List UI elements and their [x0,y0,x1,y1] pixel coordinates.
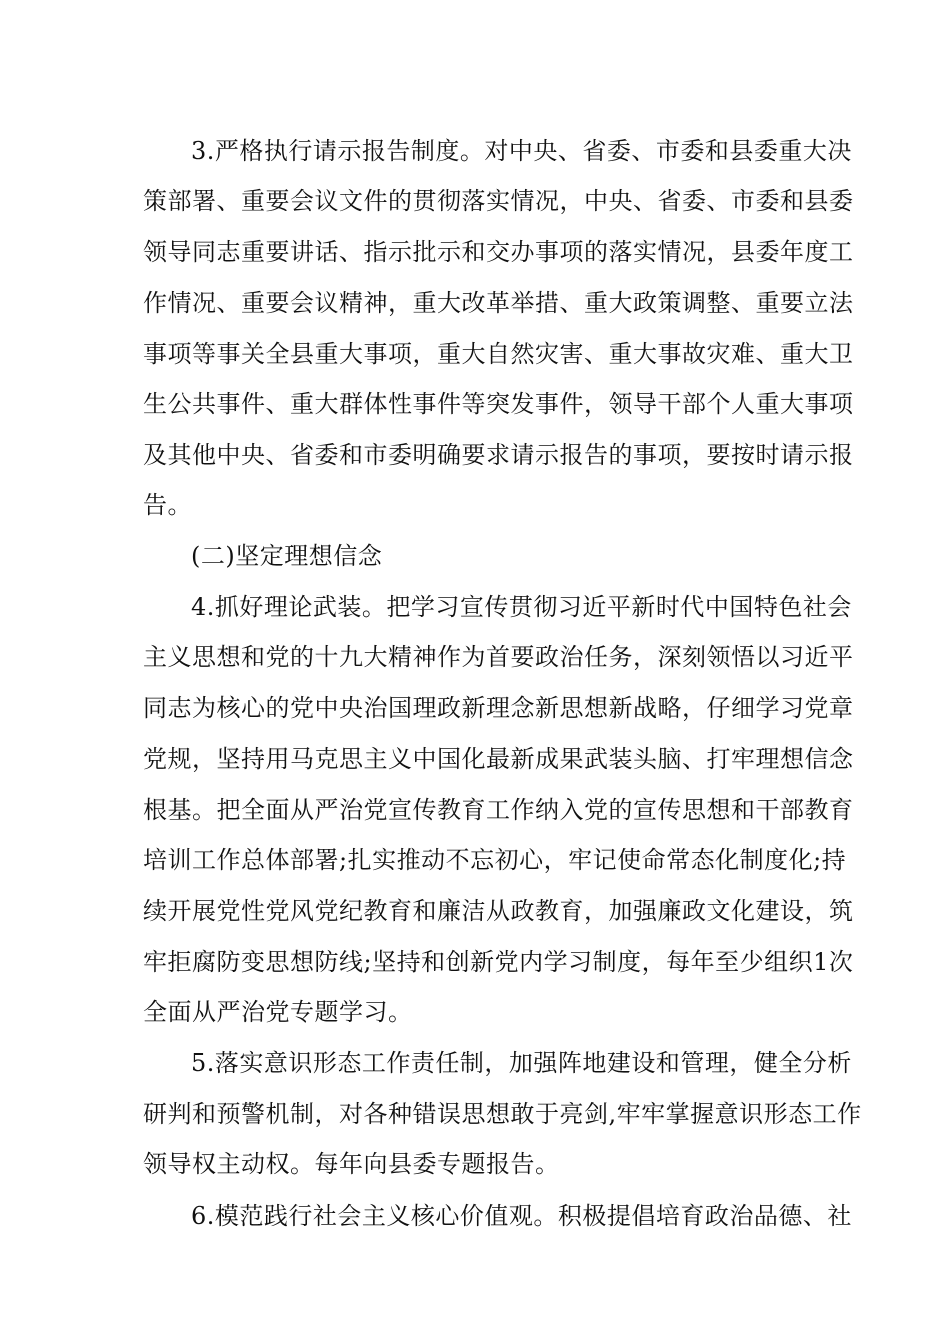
text-line: 作情况、重要会议精神，重大改革举措、重大政策调整、重要立法 [143,289,854,317]
text-line: 领导权主动权。每年向县委专题报告。 [143,1150,560,1178]
text-line: 主义思想和党的十九大精神作为首要政治任务，深刻领悟以习近平 [143,643,854,671]
text-line: 5.落实意识形态工作责任制，加强阵地建设和管理，健全分析 [191,1049,852,1077]
text-line: 根基。把全面从严治党宣传教育工作纳入党的宣传思想和干部教育 [143,796,854,824]
text-line: 告。 [143,491,192,519]
text-line: 及其他中央、省委和市委明确要求请示报告的事项，要按时请示报 [143,441,854,469]
text-line: 党规，坚持用马克思主义中国化最新成果武装头脑、打牢理想信念 [143,745,854,773]
text-line: 3.严格执行请示报告制度。对中央、省委、市委和县委重大决 [191,137,852,165]
text-line: 全面从严治党专题学习。 [143,998,413,1026]
text-line: 生公共事件、重大群体性事件等突发事件，领导干部个人重大事项 [143,390,854,418]
text-line: 6.模范践行社会主义核心价值观。积极提倡培育政治品德、社 [191,1202,852,1230]
text-line: 同志为核心的党中央治国理政新理念新思想新战略，仔细学习党章 [143,694,854,722]
text-line: 领导同志重要讲话、指示批示和交办事项的落实情况，县委年度工 [143,238,854,266]
text-line: 事项等事关全县重大事项，重大自然灾害、重大事故灾难、重大卫 [143,340,854,368]
text-line: 研判和预警机制，对各种错误思想敢于亮剑,牢牢掌握意识形态工作 [143,1100,862,1128]
text-line: 策部署、重要会议文件的贯彻落实情况，中央、省委、市委和县委 [143,187,854,215]
text-line: 牢拒腐防变思想防线;坚持和创新党内学习制度，每年至少组织1次 [143,948,854,976]
text-line: 4.抓好理论武装。把学习宣传贯彻习近平新时代中国特色社会 [191,593,852,621]
text-line: 培训工作总体部署;扎实推动不忘初心，牢记使命常态化制度化;持 [143,846,847,874]
section-heading: (二)坚定理想信念 [191,542,383,570]
text-line: 续开展党性党风党纪教育和廉洁从政教育，加强廉政文化建设，筑 [143,897,854,925]
